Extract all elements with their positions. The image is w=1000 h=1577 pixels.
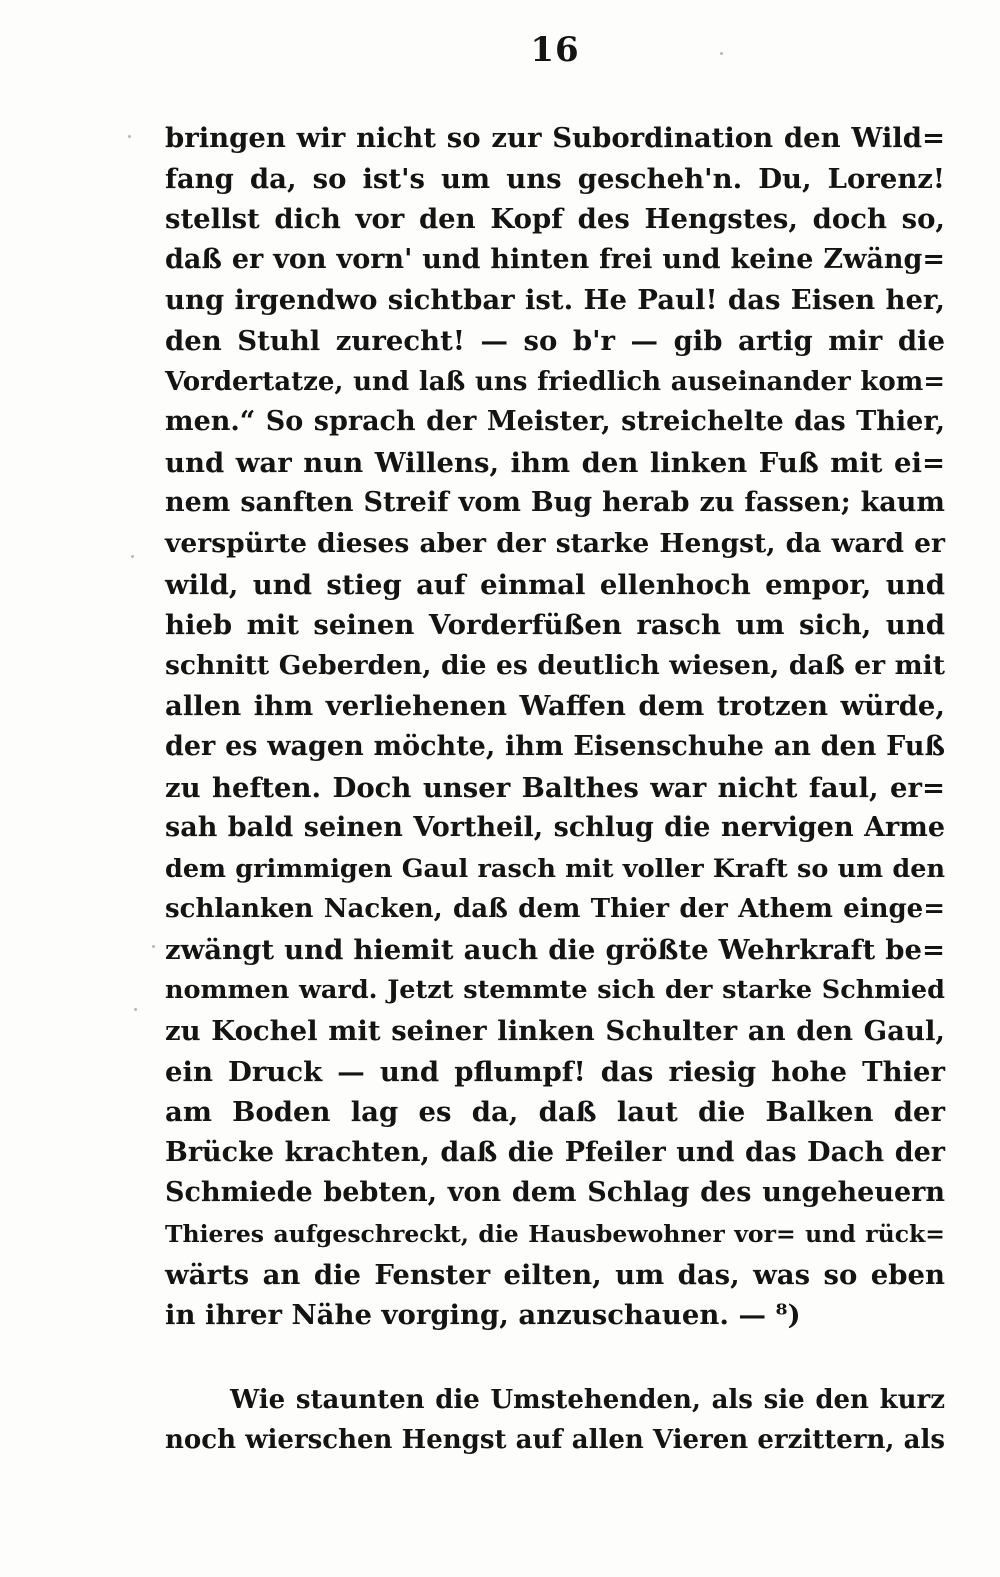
paper-speck (152, 945, 155, 948)
paragraph-2 (165, 1380, 945, 1461)
text-line: hieb mit seinen Vorderfüßen rasch um sich, und (165, 609, 945, 642)
text-line: nem sanften Streif vom Bug herab zu fassen; kaum (165, 487, 945, 519)
paper-speck (128, 135, 131, 138)
text-line: daß er von vorn' und hinten frei und keine Zwäng= (165, 243, 945, 275)
text-line: noch wierschen Hengst auf allen Vieren erzittern, als (165, 1425, 945, 1456)
body-text (165, 118, 945, 1461)
text-line: ung irgendwo sichtbar ist. He Paul! das Eisen her, (165, 284, 945, 317)
paragraph-1 (165, 118, 945, 1336)
text-line: verspürte dieses aber der starke Hengst, da ward er (165, 527, 945, 559)
text-line: dem grimmigen Gaul rasch mit voller Kraft so um den (165, 853, 945, 884)
text-line: schlanken Nacken, daß dem Thier der Athem einge= (165, 894, 945, 925)
text-line: Thieres aufgeschreckt, die Hausbewohner vor= und rück= (165, 1220, 945, 1249)
text-line: zu heften. Doch unser Balthes war nicht faul, er= (165, 771, 945, 804)
text-line: Brücke krachten, daß die Pfeiler und das Dach der (165, 1136, 945, 1168)
text-line: allen ihm verliehenen Waffen dem trotzen würde, (165, 690, 945, 723)
text-line: und war nun Willens, ihm den linken Fuß mit ei= (165, 446, 945, 479)
paper-speck (131, 555, 134, 558)
text-line: sah bald seinen Vortheil, schlug die nervigen Arme (165, 812, 945, 844)
text-line: wild, und stieg auf einmal ellenhoch empor, und (165, 568, 945, 601)
text-line: Wie staunten die Umstehenden, als sie den kurz (230, 1384, 945, 1415)
text-line: den Stuhl zurecht! — so b'r — gib artig mir die (165, 324, 945, 357)
text-line: in ihrer Nähe vorging, anzuschauen. — ⁸) (165, 1299, 801, 1332)
text-line: ein Druck — und pflumpf! das riesig hohe Thier (165, 1055, 945, 1088)
paper-speck (720, 52, 723, 55)
text-line: bringen wir nicht so zur Subordination den Wild= (165, 122, 945, 154)
text-line: men.“ So sprach der Meister, streichelte das Thier, (165, 406, 945, 438)
text-line: zwängt und hiemit auch die größte Wehrkraft be= (165, 933, 945, 966)
paper-speck (134, 1008, 137, 1011)
page-number: 16 (530, 30, 580, 70)
text-line: fang da, so ist's um uns gescheh'n. Du, Lorenz! (165, 162, 945, 195)
text-line: wärts an die Fenster eilten, um das, was so eben (165, 1258, 945, 1291)
text-line: am Boden lag es da, daß laut die Balken der (165, 1096, 945, 1129)
text-line: der es wagen möchte, ihm Eisenschuhe an den Fuß (165, 730, 945, 762)
text-line: stellst dich vor den Kopf des Hengstes, doch so, (165, 203, 945, 236)
text-line: Vordertatze, und laß uns friedlich auseinander kom= (165, 366, 945, 397)
text-line: zu Kochel mit seiner linken Schulter an den Gaul, (165, 1015, 945, 1048)
text-line: schnitt Geberden, die es deutlich wiesen, daß er mit (165, 649, 945, 681)
text-line: nommen ward. Jetzt stemmte sich der starke Schmied (165, 975, 945, 1006)
text-line: Schmiede bebten, von dem Schlag des ungeheuern (165, 1177, 945, 1209)
